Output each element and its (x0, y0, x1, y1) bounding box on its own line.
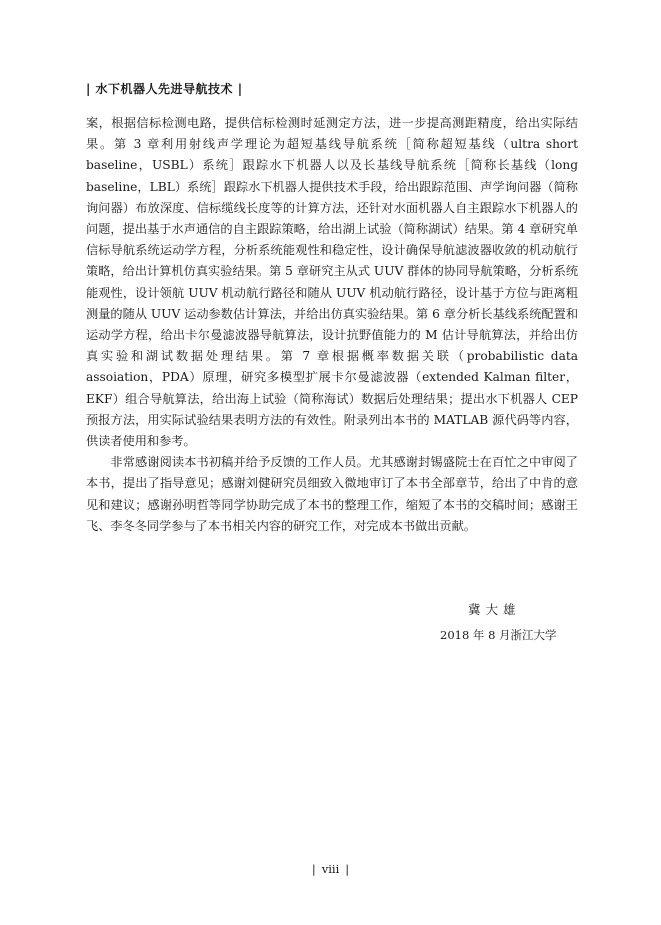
date-and-place: 2018 年 8 月浙江大学 (440, 628, 557, 642)
page-number-right-bar: | (345, 862, 350, 876)
running-header: | 水下机器人先进导航技术 | (86, 82, 243, 96)
body-text (86, 113, 578, 537)
page-number-footer (0, 862, 661, 876)
paragraph-chapter-summary: 案，根据信标检测电路，提供信标检测时延测定方法，进一步提高测距精度，给出实际结果。第 3 章利用射线声学理论为超短基线导航系统［简称超短基线（ultra short baseline，USBL）系统］跟踪水下机器人以及长基线导航系统［简称长基线（long baseline，LBL）系统］跟踪水下机器人提供技术手段，给出跟踪范围、声学询问器（简称询问器）布放深度、信标缆线长度等的计算方法，还针对水面机器人自主跟踪水下机器人的问题，提出基于水声通信的自主跟踪策略，给出湖上试验（简称湖试）结果。第 4 章研究单信标导航系统运动学方程，分析系统能观性和稳定性，设计确保导航滤波器收敛的机动航行策略，给出计算机仿真实验结果。第 5 章研究主从式 UUV 群体的协同导航策略，分析系统能观性，设计领航 UUV 机动航行路径和随从 UUV 机动航行路径，设计基于方位与距离粗测量的随从 UUV 运动参数估计算法，并给出仿真实验结果。第 6 章分析长基线系统配置和运动学方程，给出卡尔曼滤波器导航算法，设计抗野值能力的 M 估计导航算法，并给出仿真实验和湖试数据处理结果。第 7 章根据概率数据关联（probabilistic data assoiation，PDA）原理，研究多模型扩展卡尔曼滤波器（extended Kalman filter，EKF）组合导航算法，给出海上试验（简称海试）数据后处理结果；提出水下机器人 CEP 预报方法，用实际试验结果表明方法的有效性。附录列出本书的 MATLAB 源代码等内容，供读者使用和参考。 (86, 116, 578, 449)
page-number-left-bar: | (311, 862, 316, 876)
author-signature: 冀大雄 (468, 602, 521, 617)
page-number: viii (321, 862, 340, 876)
paragraph-acknowledgements: 非常感谢阅读本书初稿并给予反馈的工作人员。尤其感谢封锡盛院士在百忙之中审阅了本书，提出了指导意见；感谢刘健研究员细致入微地审订了本书全部章节，给出了中肯的意见和建议；感谢孙明哲等同学协助完成了本书的整理工作，缩短了本书的交稿时间；感谢王飞、李冬冬同学参与了本书相关内容的研究工作，对完成本书做出贡献。 (86, 455, 578, 533)
